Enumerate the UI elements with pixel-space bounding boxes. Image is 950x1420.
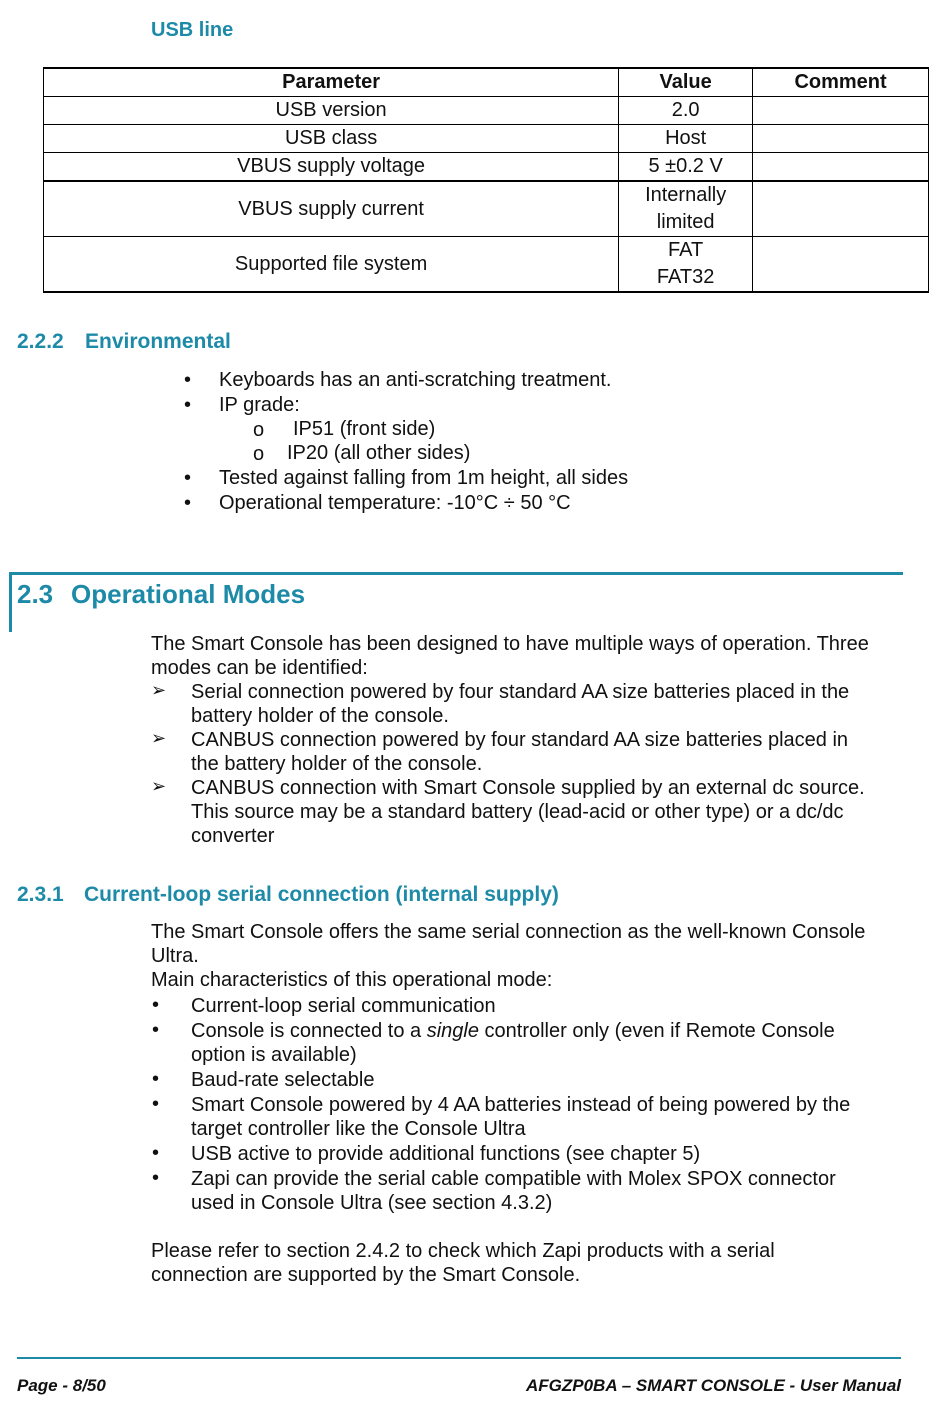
text-run: controller only (even if Remote Console <box>478 1020 835 1042</box>
bullet-marker: • <box>152 1142 160 1164</box>
serial-item <box>191 994 496 1018</box>
env-sub-item: IP20 (all other sides) <box>287 442 471 464</box>
value-line: Internally <box>645 184 727 206</box>
table-row <box>44 153 929 182</box>
cell-value <box>619 237 753 293</box>
text-line: Zapi can provide the serial cable compatible with Molex SPOX connector <box>191 1168 836 1190</box>
table-row <box>44 125 929 153</box>
serial-item <box>191 1167 836 1215</box>
header-comment: Comment <box>753 68 929 97</box>
cell-comment <box>753 237 929 293</box>
text-line: modes can be identified: <box>151 657 368 679</box>
text-line: The Smart Console has been designed to have multiple ways of operation. Three <box>151 633 869 655</box>
cell-parameter: VBUS supply voltage <box>44 153 619 182</box>
arrow-marker: ➢ <box>151 728 167 748</box>
env-item: IP grade: <box>219 394 300 416</box>
opmode-item <box>191 680 849 728</box>
opmodes-intro <box>151 632 869 680</box>
table-row <box>44 97 929 125</box>
text-line: CANBUS connection with Smart Console supplied by an external dc source. <box>191 777 865 799</box>
text-line: Main characteristics of this operational mode: <box>151 969 553 991</box>
serial-item <box>191 1019 835 1067</box>
arrow-marker: ➢ <box>151 776 167 796</box>
serial-item <box>191 1068 374 1092</box>
text-line: This source may be a standard battery (lead-acid or other type) or a dc/dc <box>191 801 844 823</box>
bullet-marker: • <box>184 394 192 416</box>
text-line: converter <box>191 825 275 847</box>
section-number-serial: 2.3.1 <box>17 883 64 906</box>
table-row <box>44 181 929 237</box>
value-line: FAT32 <box>656 266 715 288</box>
text-line: the battery holder of the console. <box>191 753 483 775</box>
bullet-marker: • <box>152 1167 160 1189</box>
sub-bullet-marker: o <box>253 443 265 465</box>
env-item: Tested against falling from 1m height, all sides <box>219 467 629 489</box>
cell-comment <box>753 125 929 153</box>
section-title-operational-modes: Operational Modes <box>71 579 306 609</box>
text-line: battery holder of the console. <box>191 705 449 727</box>
header-value: Value <box>619 68 753 97</box>
text-line: Current-loop serial communication <box>191 995 496 1017</box>
footer-rule <box>17 1357 901 1359</box>
opmode-item <box>191 776 865 848</box>
arrow-marker: ➢ <box>151 680 167 700</box>
text-line: USB active to provide additional functions (see chapter 5) <box>191 1143 701 1165</box>
header-parameter: Parameter <box>44 68 619 97</box>
value-line: limited <box>656 211 715 233</box>
cell-parameter: Supported file system <box>44 237 619 293</box>
cell-value: 5 ±0.2 V <box>619 153 753 182</box>
cell-parameter: VBUS supply current <box>44 181 619 237</box>
text-line: Serial connection powered by four standard AA size batteries placed in the <box>191 681 850 703</box>
value-line: FAT <box>668 239 704 261</box>
opmode-item <box>191 728 848 776</box>
serial-item <box>191 1142 700 1166</box>
usb-parameters-table <box>43 67 929 293</box>
page-number: Page - 8/50 <box>17 1376 106 1395</box>
cell-value <box>619 181 753 237</box>
text-line: The Smart Console offers the same serial connection as the well-known Console <box>151 921 866 943</box>
usb-line-heading: USB line <box>151 19 234 41</box>
text-line <box>191 1019 835 1043</box>
cell-comment <box>753 97 929 125</box>
text-line: option is available) <box>191 1044 357 1066</box>
text-line: used in Console Ultra (see section 4.3.2) <box>191 1192 553 1214</box>
section-title-serial: Current-loop serial connection (internal supply) <box>84 883 559 906</box>
section-number-environmental: 2.2.2 <box>17 330 64 353</box>
text-line: target controller like the Console Ultra <box>191 1118 526 1140</box>
cell-comment <box>753 153 929 182</box>
section-number-operational-modes: 2.3 <box>17 579 54 609</box>
bullet-marker: • <box>152 1019 160 1041</box>
sub-bullet-marker: o <box>253 419 265 441</box>
env-item: Keyboards has an anti-scratching treatment. <box>219 369 612 391</box>
text-line: connection are supported by the Smart Console. <box>151 1264 581 1286</box>
cell-comment <box>753 181 929 237</box>
bullet-marker: • <box>184 369 192 391</box>
heading-rule-left <box>9 572 12 632</box>
bullet-marker: • <box>184 467 192 489</box>
text-line: Smart Console powered by 4 AA batteries instead of being powered by the <box>191 1094 851 1116</box>
heading-rule-top <box>9 572 903 575</box>
cell-value: 2.0 <box>619 97 753 125</box>
serial-item <box>191 1093 850 1141</box>
bullet-marker: • <box>184 492 192 514</box>
text-line: Baud-rate selectable <box>191 1069 375 1091</box>
text-line: CANBUS connection powered by four standard AA size batteries placed in <box>191 729 849 751</box>
document-title: AFGZP0BA – SMART CONSOLE - User Manual <box>526 1376 901 1395</box>
emphasis-single: single <box>426 1020 479 1042</box>
text-line: Ultra. <box>151 945 199 967</box>
bullet-marker: • <box>152 994 160 1016</box>
serial-intro <box>151 920 865 992</box>
cell-parameter: USB class <box>44 125 619 153</box>
env-sub-item: IP51 (front side) <box>293 418 436 440</box>
bullet-marker: • <box>152 1093 160 1115</box>
text-line: Please refer to section 2.4.2 to check which Zapi products with a serial <box>151 1240 775 1262</box>
cell-value: Host <box>619 125 753 153</box>
table-header-row <box>44 68 929 97</box>
serial-closing <box>151 1239 775 1287</box>
cell-parameter: USB version <box>44 97 619 125</box>
table-row <box>44 237 929 293</box>
text-run: Console is connected to a <box>191 1020 427 1042</box>
bullet-marker: • <box>152 1068 160 1090</box>
section-title-environmental: Environmental <box>85 330 231 353</box>
env-item: Operational temperature: -10°C ÷ 50 °C <box>219 492 571 514</box>
